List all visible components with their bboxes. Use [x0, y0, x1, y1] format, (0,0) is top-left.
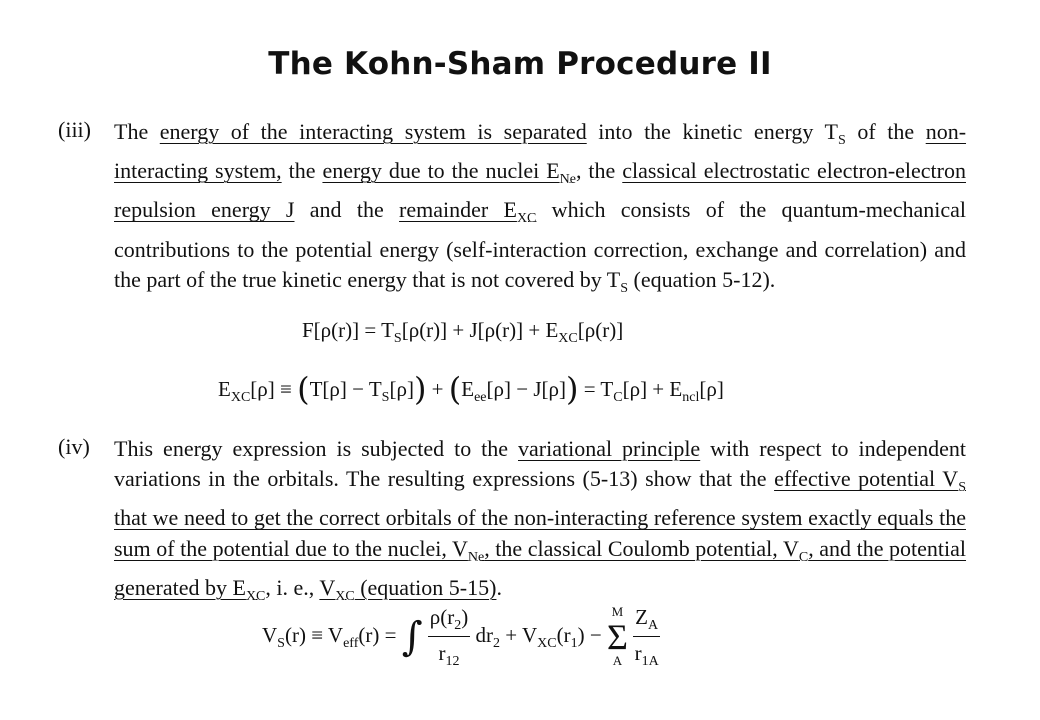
subscript: S — [277, 635, 285, 651]
subscript: A — [647, 617, 659, 633]
summation-sign: M Σ A — [606, 604, 628, 669]
subscript: S — [381, 390, 390, 405]
subscript: S — [958, 480, 966, 496]
subscript: S — [620, 280, 629, 296]
text-run: of the — [845, 119, 926, 144]
eq3-text: (r) ≡ V — [284, 622, 344, 647]
paren-close: ) — [565, 370, 579, 408]
denominator: r — [634, 640, 642, 665]
eq2-text: E — [218, 377, 231, 401]
underlined-phrase: energy of the interacting system is separated — [159, 119, 587, 144]
subscript: C — [798, 549, 809, 565]
text-run: , the — [575, 158, 623, 184]
subscript: S — [838, 133, 846, 148]
subscript: 12 — [445, 653, 460, 669]
numerator: Z — [635, 604, 648, 629]
eq3-text: ) − — [577, 622, 607, 647]
item-text — [114, 434, 966, 612]
underlined-phrase: non-interacting system, — [114, 119, 967, 184]
subscript: XC — [245, 588, 266, 604]
eq2-text: = T — [578, 377, 614, 401]
equation-functional — [302, 318, 623, 347]
eq3-text: (r — [556, 622, 571, 647]
underlined-phrase: effective potential V — [774, 466, 959, 492]
subscript: 2 — [454, 617, 462, 633]
underlined-phrase: , and the potential generated by E — [114, 535, 967, 600]
numerator: ) — [461, 604, 469, 629]
subscript: 1 — [570, 635, 578, 651]
paren-open: ( — [448, 370, 462, 408]
text-run: the — [281, 158, 323, 184]
subscript: 2 — [493, 635, 501, 651]
numerator: ρ(r — [429, 604, 455, 629]
sum-lower-limit: A — [612, 653, 623, 669]
subscript: S — [393, 331, 402, 346]
item-label: (iv) — [58, 434, 90, 459]
page-title: The Kohn-Sham Procedure II — [268, 46, 772, 82]
text-run: . — [496, 574, 502, 600]
paren-open: ( — [297, 370, 310, 408]
text-run: This energy expression is subjected to the — [114, 436, 518, 461]
text-run: , i. e., — [265, 574, 320, 600]
eq1-text: F[ρ(r)] = T — [302, 318, 394, 342]
eq2-text: [ρ] ≡ — [250, 377, 298, 401]
subscript: C — [613, 390, 623, 405]
underlined-phrase: that we need to get the correct orbitals of the non-interacting reference system exactly equals the sum of the potential due to the nuclei, V — [114, 505, 966, 561]
subscript: XC — [335, 588, 355, 604]
underlined-phrase: remainder E — [399, 197, 517, 223]
text-run: which consists of the quantum-mechanical contributions to the potential energy (self-interaction correction, exchange and correlation) and the part of the true kinetic energy that is not covered by T — [114, 197, 966, 292]
text-run: into the kinetic energy T — [586, 119, 838, 144]
underlined-phrase: energy due to the nuclei E — [322, 158, 560, 184]
denominator: r — [438, 640, 446, 665]
eq2-text: [ρ] − J[ρ] — [486, 377, 566, 401]
sum-upper-limit: M — [611, 604, 624, 619]
eq3-text: (r) = — [358, 622, 402, 647]
integral-sign: ∫ — [401, 614, 423, 661]
item-label: (iii) — [58, 117, 91, 142]
underlined-phrase: V — [319, 574, 336, 600]
underlined-phrase: variational principle — [518, 436, 701, 461]
equation-effective-potential — [262, 604, 660, 670]
eq1-text: [ρ(r)] + J[ρ(r)] + E — [401, 318, 559, 342]
paren-close: ) — [413, 370, 427, 408]
underlined-phrase: (equation 5-15) — [354, 574, 497, 600]
underlined-phrase: classical electrostatic electron-electron repulsion energy J — [114, 158, 966, 223]
subscript: eff — [343, 635, 359, 651]
eq2-text: E — [461, 377, 475, 401]
subscript: 1A — [641, 653, 659, 669]
text-run: The — [114, 119, 160, 144]
subscript: XC — [558, 331, 578, 346]
eq2-text: T[ρ] − T — [309, 377, 382, 401]
subscript: Ne — [467, 549, 485, 565]
subscript: ncl — [682, 390, 700, 405]
subscript: Ne — [559, 172, 576, 188]
subscript: ee — [474, 390, 487, 405]
underlined-phrase: , the classical Coulomb potential, V — [484, 535, 799, 561]
subscript: XC — [230, 390, 251, 405]
item-text — [114, 117, 966, 304]
eq3-text: V — [262, 622, 278, 647]
subscript: XC — [537, 635, 557, 651]
text-run: and the — [294, 197, 400, 223]
fraction-nuclear — [633, 605, 660, 670]
eq2-text: [ρ] — [699, 377, 724, 401]
fraction-density — [428, 605, 470, 670]
eq2-text: [ρ] — [389, 377, 414, 401]
text-run: with respect to independent variations in the orbitals. The resulting expressions (5-13) show that the — [114, 436, 967, 492]
eq3-text: + V — [500, 622, 538, 647]
subscript: XC — [516, 211, 537, 227]
text-run: (equation 5-12). — [628, 266, 776, 292]
eq3-text: dr — [470, 622, 494, 647]
eq2-text: + — [426, 377, 449, 401]
eq1-text: [ρ(r)] — [577, 318, 624, 342]
equation-exchange-correlation — [218, 370, 724, 408]
eq2-text: [ρ] + E — [622, 377, 683, 401]
